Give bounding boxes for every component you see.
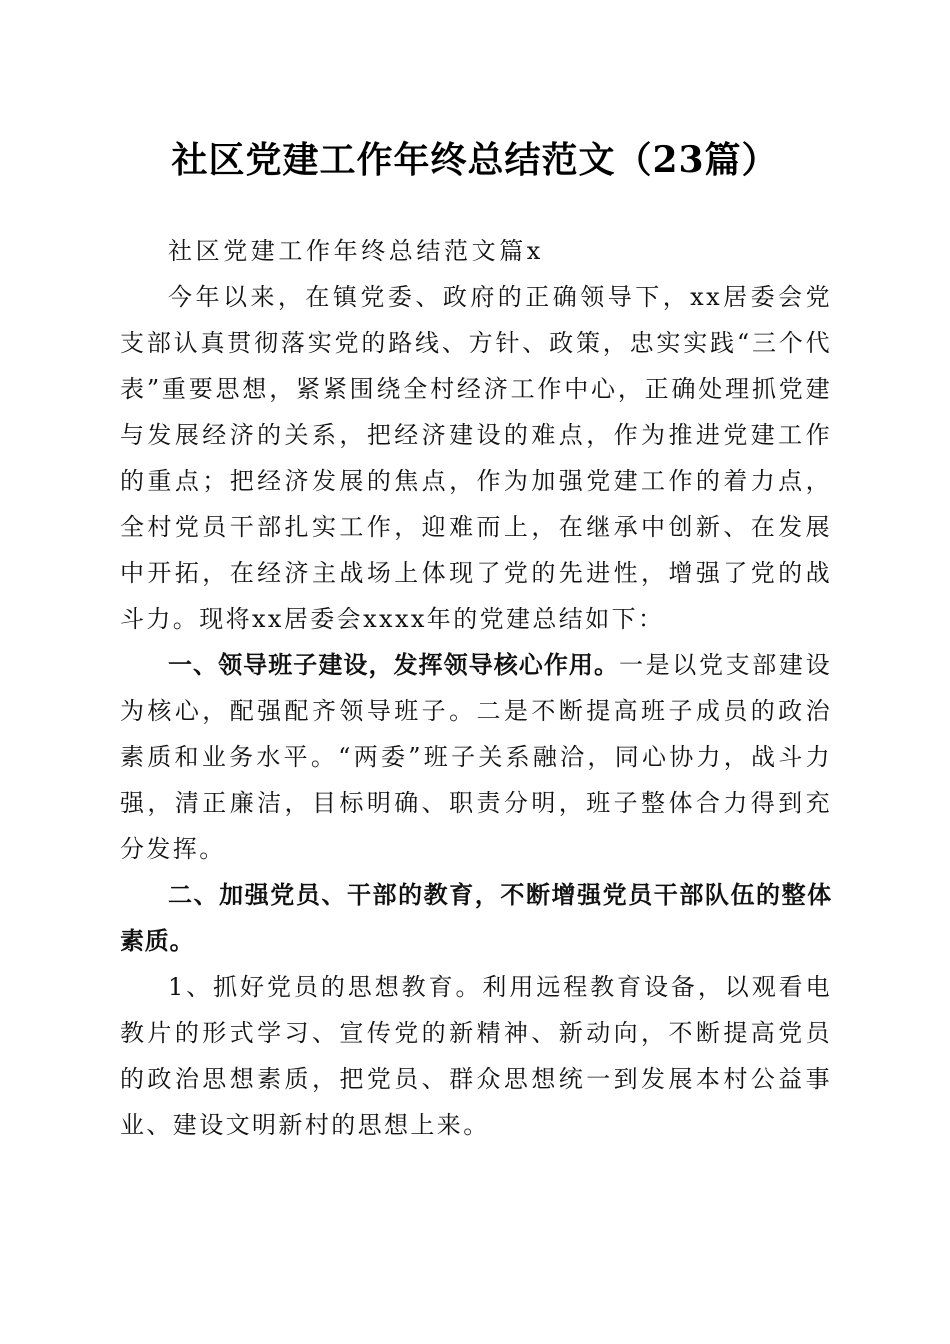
document-subtitle: 社区党建工作年终总结范文篇x [168, 237, 544, 265]
document-title: 社区党建工作年终总结范文（23篇） [171, 139, 779, 181]
paragraph-item-1: 1、抓好党员的思想教育。利用远程教育设备，以观看电教片的形式学习、宣传党的新精神、新动向，不断提高党员的政治思想素质，把党员、群众思想统一到发展本村公益事业、建设文明新村的思想上来。 [120, 973, 832, 1139]
section-2-heading: 二、加强党员、干部的教育，不断增强党员干部队伍的整体素质。 [120, 881, 832, 955]
section-1-heading: 一、领导班子建设，发挥领导核心作用。 [168, 651, 619, 679]
paragraph-intro: 今年以来，在镇党委、政府的正确领导下，xx居委会党支部认真贯彻落实党的路线、方针、政策，忠实实践“三个代表”重要思想，紧紧围绕全村经济工作中心，正确处理抓党建与发展经济的关系，把经济建设的难点，作为推进党建工作的重点；把经济发展的焦点，作为加强党建工作的着力点，全村党员干部扎实工作，迎难而上，在继承中创新、在发展中开拓，在经济主战场上体现了党的先进性，增强了党的战斗力。现将xx居委会xxxx年的党建总结如下： [120, 283, 832, 633]
section-1-text: 一是以党支部建设为核心，配强配齐领导班子。二是不断提高班子成员的政治素质和业务水平。“两委”班子关系融洽，同心协力，战斗力强，清正廉洁，目标明确、职责分明，班子整体合力得到充分发挥。 [120, 651, 832, 863]
document-body [120, 228, 832, 1148]
paragraph-section-1 [120, 642, 832, 872]
